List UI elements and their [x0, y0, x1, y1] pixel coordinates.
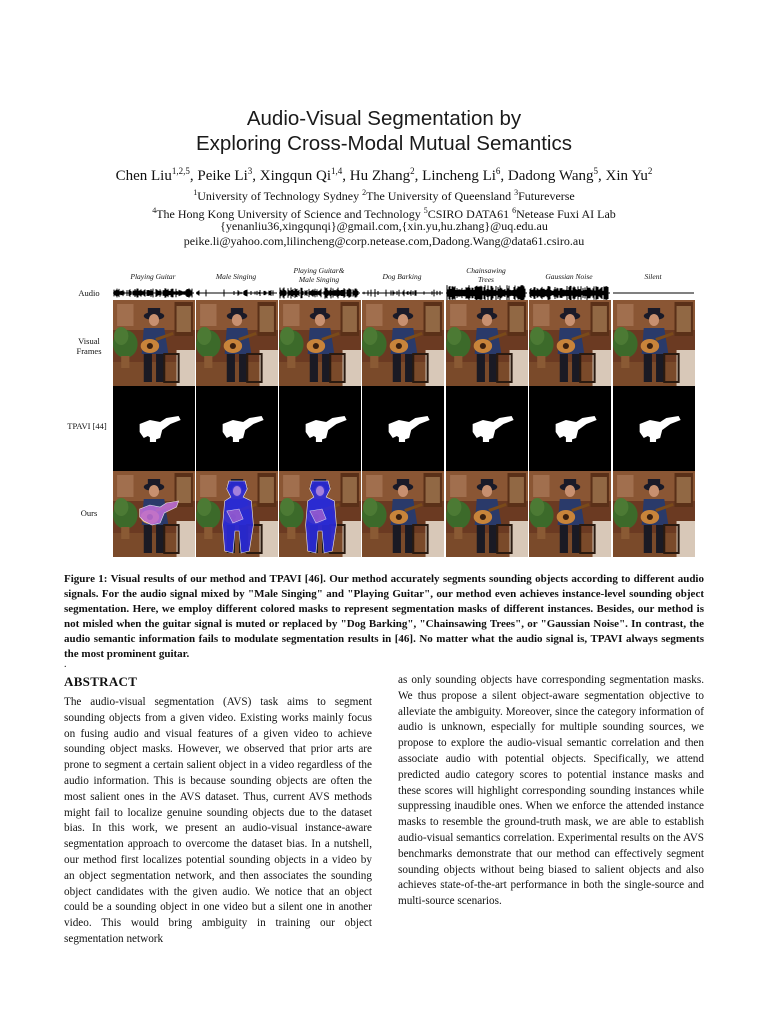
author-name: Hu Zhang: [349, 168, 411, 184]
column-label: [529, 272, 609, 281]
column-label-line: Playing Guitar&: [293, 266, 345, 275]
row-label-ours: Ours: [80, 508, 98, 518]
paper-title-line-2: Exploring Cross-Modal Mutual Semantics: [196, 132, 572, 155]
tpavi-mask: [529, 386, 611, 472]
affiliation: The Hong Kong University of Science and Technology: [156, 207, 424, 221]
author-emails-line-1: {yenanliu36,xingqunqi}@gmail.com,{xin.yu,hu.zhang}@uq.edu.au: [220, 219, 548, 233]
author-list: Chen Liu$^{1,2,5}$, Peike Li$^3$, Xingqun Qi$^{1,4}$, Hu Zhang$^2$, Lincheng Li$^6$, Dadong Wang$^5$, Xin Yu$^2$: [115, 166, 653, 184]
author-name: Lincheng Li: [422, 168, 496, 184]
tpavi-mask: [279, 386, 361, 472]
affiliation-index: 6: [512, 206, 517, 215]
column-label: [446, 266, 526, 284]
column-label-line: Trees: [478, 275, 494, 284]
tpavi-mask: [613, 386, 695, 472]
column-label: [362, 272, 442, 281]
abstract-right-column: as only sounding objects have corresponding segmentation masks. We thus propose a silent object-aware segmentation objective to alleviate the ambiguity. Moreover, since the category information of audio is unknown, especially for multiple sounding sources, we propose to explore the audio-visual semantic correlation and then associate audio with potential objects. Specifically, we attend predicted audio category scores to potential instance masks and these scores will highlight corresponding sounding instances while suppressing inaudible ones. When we enforce the attended instance masks to resemble the ground-truth mask, we are able to establish audio-visual semantics correlation. Experimental results on the AVS benchmarks demonstrate that our method can effectively segment sounding objects without being biased to salient objects and also achieves state-of-the-art performance in both the single-source and multi-source scenarios.: [398, 674, 704, 908]
abstract-heading: ABSTRACT: [64, 674, 138, 689]
author-name: Xin Yu: [605, 168, 648, 184]
author-affiliation-index: 6: [495, 166, 501, 176]
column-label-line: Dog Barking: [382, 272, 422, 281]
author-name: Xingqun Qi: [259, 168, 332, 184]
abstract-left-column: The audio-visual segmentation (AVS) task aims to segment sounding objects from a given video. Existing works mainly focus on fusing audio and visual features of a given video to achieve sounding object masks. However, we observed that prior arts are prone to segment a certain salient object in a video regardless of the audio information. This is because sounding objects are often the most salient ones in the AVS dataset. Thus, current AVS methods might fail to localize genuine sounding objects due to the dataset bias. In this work, we present an audio-visual instance-aware segmentation approach to overcome the dataset bias. In a nutshell, our method first localizes potential sounding objects in a video by an object segmentation network, and then associates the sounding object candidates with the given audio. We notice that an object could be a sounding object in one video but a silent one in another video. This would bring ambiguity in training our object segmentation network: [64, 696, 372, 945]
ours-result-frame: [446, 471, 528, 557]
visual-frame: [613, 300, 695, 386]
author-name: Peike Li: [197, 168, 248, 184]
column-label: [279, 266, 359, 284]
tpavi-mask: [113, 386, 195, 472]
visual-frame: [113, 300, 195, 386]
tpavi-mask: [362, 386, 444, 472]
author-affiliation-index: 1,2,5: [171, 166, 190, 176]
affiliation: University of Technology Sydney: [197, 189, 363, 203]
figure-caption: Figure 1: Visual results of our method and TPAVI [46]. Our method accurately segments sounding objects according to different audio signals. For the audio signal mixed by "Male Singing" and "Playing Guitar", our method even achieves instance-level sounding object segmentation. Here, we employ different colored masks to represent segmentation masks of different instances. Besides, our method is not misled when the guitar signal is muted or replaced by "Dog Barking", "Chainsawing Trees", or "Gaussian Noise". In contrast, the audio semantic information fails to modulate segmentation results in [46]. No matter what the audio signal is, TPAVI always segments the most prominent guitar.: [64, 573, 704, 660]
column-label-line: Male Singing: [215, 272, 257, 281]
ours-result-frame: [362, 471, 444, 557]
author-affiliation-index: 2: [647, 166, 653, 176]
tpavi-mask: [446, 386, 528, 472]
ours-result-frame: [113, 471, 195, 557]
affiliation-index: 1: [193, 188, 198, 197]
author-affiliation-index: 2: [410, 166, 415, 176]
affiliation-index: 4: [152, 206, 157, 215]
row-label-line: Frames: [76, 346, 102, 356]
column-label: [113, 272, 193, 281]
ours-result-frame: [196, 471, 278, 557]
author-affiliation-index: 1,4: [331, 166, 343, 176]
author-affiliation-index: 3: [247, 166, 253, 176]
author-affiliation-index: 5: [593, 166, 598, 176]
visual-frame: [529, 300, 611, 386]
author-name: Dadong Wang: [507, 168, 594, 184]
column-label-line: Male Singing: [298, 275, 340, 284]
affiliation: Netease Fuxi AI Lab: [516, 207, 616, 221]
column-label-line: Silent: [644, 272, 662, 281]
row-label-visual-frames: [59, 336, 119, 356]
affiliation: Futureverse: [518, 189, 575, 203]
visual-frame: [279, 300, 361, 386]
column-label: [613, 272, 693, 281]
ours-result-frame: [613, 471, 695, 557]
author-name: Chen Liu: [115, 168, 172, 184]
affiliation-line-1: [0, 185, 768, 204]
affiliation-index: 5: [423, 206, 428, 215]
ours-result-frame: [279, 471, 361, 557]
visual-frame: [196, 300, 278, 386]
row-label-tpavi: TPAVI [44]: [67, 421, 107, 431]
column-label-line: Playing Guitar: [130, 272, 176, 281]
column-label: [196, 272, 276, 281]
tpavi-mask: [196, 386, 278, 472]
stray-period: .: [64, 659, 67, 670]
paper-title-line-1: Audio-Visual Segmentation by: [246, 107, 522, 130]
ours-result-frame: [529, 471, 611, 557]
author-emails-line-2: peike.li@yahoo.com,lilincheng@corp.netease.com,Dadong.Wang@data61.csiro.au: [183, 234, 585, 248]
column-label-line: Chainsawing: [466, 266, 506, 275]
row-label-line: Visual: [78, 336, 100, 346]
row-label-audio: Audio: [78, 288, 100, 298]
affiliation-index: 3: [514, 188, 519, 197]
column-label-line: Gaussian Noise: [545, 272, 593, 281]
visual-frame: [362, 300, 444, 386]
affiliation: CSIRO DATA61: [427, 207, 513, 221]
affiliation-index: 2: [362, 188, 367, 197]
affiliation: The University of Queensland: [366, 189, 515, 203]
visual-frame: [446, 300, 528, 386]
